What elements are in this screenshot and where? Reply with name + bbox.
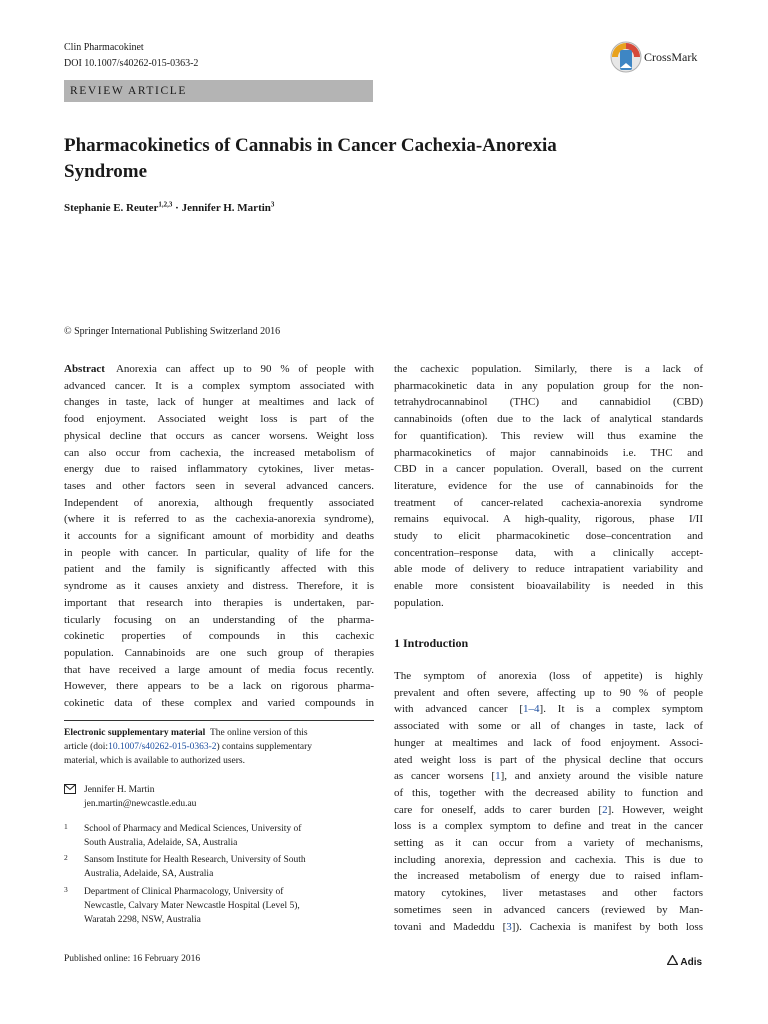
introduction-body: [394, 668, 703, 935]
affiliation-number: 3: [64, 885, 68, 894]
text-line: important that research into therapies is undertaken, par-: [64, 596, 374, 609]
text-line: pharmacokinetics of major cannabinoids i.e. THC and: [394, 446, 703, 459]
citation-link[interactable]: 1: [495, 770, 501, 783]
text-line: However, there appears to be a lack on rigorous pharma-: [64, 680, 374, 693]
affiliation-number: 2: [64, 853, 68, 862]
abstract: [64, 361, 374, 712]
text-line: enable more consistent bioavailability is needed in this: [394, 580, 703, 593]
affiliation: [84, 885, 374, 927]
text-line: sometimes seen in advanced cancers (reviewed by Man-: [394, 903, 703, 916]
text-line: care for oneself, adds to carer burden [2]. However, weight: [394, 803, 703, 816]
doi: DOI 10.1007/s40262-015-0363-2: [64, 58, 199, 69]
text-line: concentration–response data, with a clinically accept-: [394, 546, 703, 559]
esm-text: article (doi:: [64, 742, 109, 752]
affiliation-line: Department of Clinical Pharmacology, University of: [84, 887, 284, 897]
abstract-continued: [394, 361, 703, 612]
publisher-logo: [667, 955, 702, 968]
section-heading: 1 Introduction: [394, 636, 469, 650]
text-line: the increased metabolism of energy due to raised inflam-: [394, 870, 703, 883]
text-line: the cachexic population. Similarly, there is a lack of: [394, 363, 703, 375]
journal-name: Clin Pharmacokinet: [64, 42, 144, 53]
article-title: [64, 133, 664, 185]
crossmark-label: CrossMark: [644, 50, 698, 64]
text-line: advanced cancer. It is a complex symptom associated with: [64, 379, 374, 392]
text-line: treatment of cancer-related cachexia-anorexia syndrome: [394, 496, 703, 509]
affiliation-line: School of Pharmacy and Medical Sciences, University of: [84, 824, 302, 834]
text-line: for quantification). This review will thus examine the: [394, 429, 703, 442]
text-line: prevalent and often severe, affecting up to 90 % of people: [394, 686, 703, 699]
copyright-notice: © Springer International Publishing Switzerland 2016: [64, 326, 281, 337]
doi-link[interactable]: 10.1007/s40262-015-0363-2: [108, 742, 217, 752]
text-line: that have received a large amount of media focus recently.: [64, 663, 374, 676]
corresponding-author: [64, 783, 374, 811]
text-line: population. Cannabinoids are one such group of therapies: [64, 646, 374, 659]
text-line: with advanced cancer [1–4]. It is a complex symptom: [394, 703, 704, 716]
text-line: pharmacokinetic data in any population group for the non-: [394, 379, 703, 392]
title-line: Syndrome: [64, 161, 148, 182]
text-line: food enjoyment. Associated weight loss is part of the: [64, 413, 374, 426]
corr-email[interactable]: jen.martin@newcastle.edu.au: [84, 799, 197, 809]
esm-label: Electronic supplementary material: [64, 728, 206, 738]
footnote-divider: [64, 720, 374, 721]
text-line: (where it is referred to as the cachexia-anorexia syndrome),: [64, 513, 374, 526]
text-line: tases and other factors seen in several advanced cancers.: [64, 479, 374, 492]
text-line: matory cytokines, liver metastases and other factors: [394, 887, 703, 900]
text-line: setting as it can occur from a variety of mechanisms,: [394, 837, 703, 850]
text-line: ated weight loss is part of the physical decline that occurs: [394, 753, 703, 766]
text-line: CBD in a cancer population. Overall, based on the current: [394, 463, 703, 476]
publisher-name: Adis: [680, 957, 703, 968]
author-name[interactable]: Jennifer H. Martin: [181, 202, 271, 214]
affiliation-line: Sansom Institute for Health Research, University of South: [84, 855, 306, 865]
text-line: energy due to raised inflammatory cytokines, liver metas-: [64, 463, 374, 476]
esm-text: The online version of this: [210, 728, 308, 738]
affiliation: [84, 822, 374, 850]
text-line: cokinetic data of these complex and varied compounds in: [64, 697, 374, 710]
text-line: population.: [394, 596, 444, 609]
text-line: associated with some or all of changes in taste, lack of: [394, 720, 703, 733]
affiliation-line: Waratah 2298, NSW, Australia: [84, 915, 201, 925]
affiliation-line: South Australia, Adelaide, SA, Australia: [84, 838, 238, 848]
text-line: changes in taste, lack of hunger at mealtimes and lack of: [64, 396, 374, 409]
text-line: of this, together with the decreased ability to function and: [394, 786, 703, 799]
article-type-banner: REVIEW ARTICLE: [64, 80, 373, 102]
affiliation-line: Australia, Adelaide, SA, Australia: [84, 869, 214, 879]
text-line: syndrome as it causes anxiety and distress. Therefore, it is: [64, 580, 374, 593]
text-line: as cancer worsens [1], and anxiety around the visible nature: [394, 770, 704, 783]
affiliation: [84, 853, 374, 881]
affiliation-marker: 3: [270, 200, 275, 209]
supplementary-note: [64, 726, 374, 768]
author-list: [64, 202, 274, 214]
text-line: The symptom of anorexia (loss of appetite) is highly: [394, 670, 703, 682]
esm-text: ) contains supplementary: [216, 742, 313, 752]
text-line: can also occur from cachexia, the increased metabolism of: [64, 446, 374, 459]
citation-link[interactable]: 3: [506, 920, 512, 933]
text-line: patient and the family is significantly affected with this: [64, 563, 374, 576]
text-line: tovani and Madeddu [3]). Cachexia is manifest by both loss: [394, 920, 703, 933]
text-line: cannabinoids (often due to the lack of analytical standards: [394, 413, 703, 426]
title-line: Pharmacokinetics of Cannabis in Cancer Cachexia-Anorexia: [64, 135, 557, 156]
text-line: remains equivocal. A high-quality, rigorous, phase I/II: [394, 513, 703, 526]
text-line: it accounts for a significant amount of morbidity and deaths: [64, 530, 374, 543]
affiliation-line: Newcastle, Calvary Mater Newcastle Hospital (Level 5),: [84, 901, 300, 911]
text-line: in people with cancer. In particular, quality of life for the: [64, 546, 374, 559]
author-separator: ·: [172, 202, 182, 214]
affiliation-marker: 1,2,3: [158, 200, 173, 209]
envelope-icon: [64, 784, 76, 799]
text-line: hunger at mealtimes and lack of food enjoyment. Associ-: [394, 736, 703, 749]
citation-link[interactable]: 1–4: [523, 703, 540, 716]
text-line: Independent of anorexia, although frequently associated: [64, 496, 374, 509]
text-line: physical decline that occurs as cancer worsens. Weight loss: [64, 429, 374, 442]
text-line: ticularly focusing on an understanding of the pharma-: [64, 613, 374, 626]
esm-text: material, which is available to authorized users.: [64, 756, 245, 766]
text-line: tetrahydrocannabinol (THC) and cannabidiol (CBD): [394, 396, 703, 409]
author-name[interactable]: Stephanie E. Reuter: [64, 202, 159, 214]
text-line: cokinetic properties of compounds in this cachexic: [64, 630, 374, 643]
text-line: able mode of delivery to reduce intrapatient variability and: [394, 563, 703, 576]
crossmark-badge[interactable]: [610, 38, 708, 78]
publication-date: Published online: 16 February 2016: [64, 954, 201, 964]
text-line: study to elicit pharmacokinetic dose–concentration and: [394, 530, 703, 543]
affiliation-number: 1: [64, 822, 68, 831]
text-line: literature, evidence for the use of cannabinoids for the: [394, 479, 703, 492]
corr-name: Jennifer H. Martin: [84, 785, 155, 795]
abstract-label: Abstract: [64, 363, 105, 375]
crossmark-icon: [610, 38, 642, 76]
text-line: including anorexia, depression and cachexia. This is due to: [394, 853, 703, 866]
adis-triangle-icon: [667, 957, 678, 968]
text-line: loss is a complex symptom to define and treat in the cancer: [394, 820, 703, 833]
text-line: Abstract Anorexia can affect up to 90 % of people with: [64, 363, 374, 375]
citation-link[interactable]: 2: [602, 803, 608, 816]
